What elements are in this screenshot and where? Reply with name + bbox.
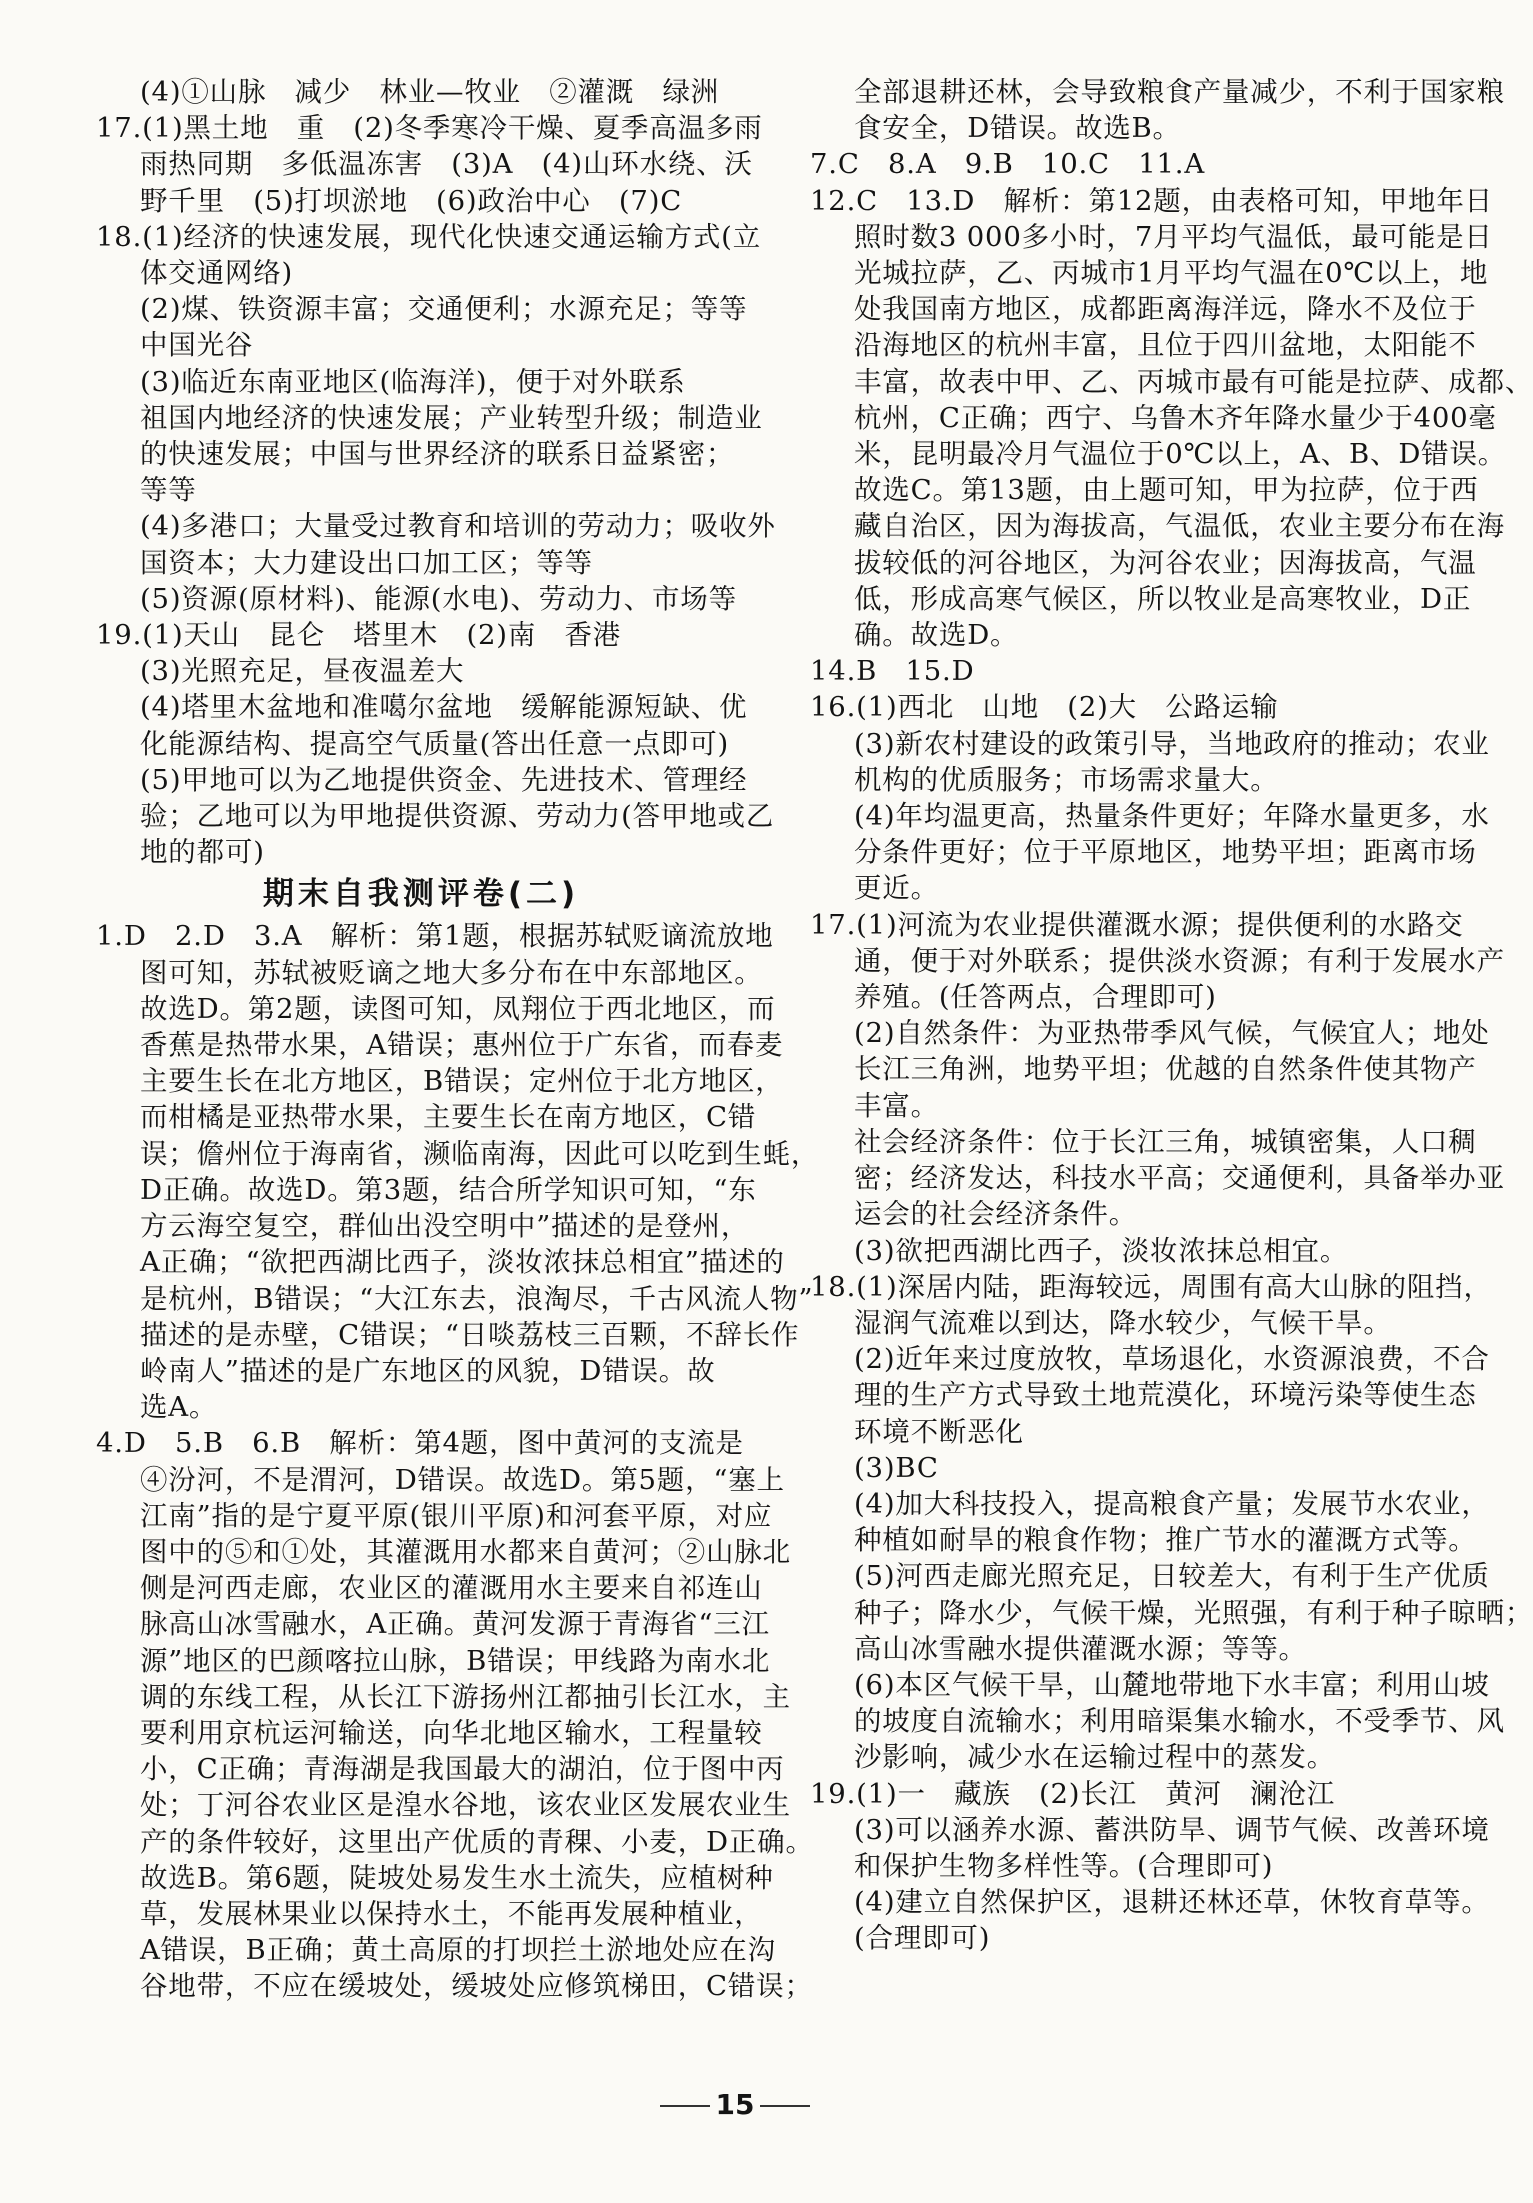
answer-line: 米，昆明最冷月气温位于0℃以上，A、B、D错误。 xyxy=(854,438,1507,471)
answer-line: 19.(1)一 藏族 (2)长江 黄河 澜沧江 xyxy=(810,1777,1336,1810)
answer-line: (3)临近东南亚地区(临海洋)，便于对外联系 xyxy=(140,365,686,398)
answer-line: A正确；“欲把西湖比西子，淡妆浓抹总相宜”描述的 xyxy=(140,1246,785,1279)
answer-line: 和保护生物多样性等。(合理即可) xyxy=(854,1849,1274,1882)
answer-line: 16.(1)西北 山地 (2)大 公路运输 xyxy=(810,691,1279,724)
answer-line: A错误，B正确；黄土高原的打坝拦土淤地处应在沟 xyxy=(140,1934,776,1967)
answer-line: 4.D 5.B 6.B 解析：第4题，图中黄河的支流是 xyxy=(96,1427,744,1460)
answer-line: (3)可以涵养水源、蓄洪防旱、调节气候、改善环境 xyxy=(854,1813,1490,1846)
answer-line: 丰富，故表中甲、乙、丙城市最有可能是拉萨、成都、 xyxy=(854,365,1533,398)
page-number: 15 xyxy=(715,2088,755,2121)
answer-line: 种子；降水少，气候干燥，光照强，有利于种子晾晒； xyxy=(854,1596,1533,1629)
answer-line: 方云海空复空，群仙出没空明中”描述的是登州， xyxy=(140,1210,750,1243)
footer-rule-right xyxy=(760,2105,810,2107)
answer-line: 通，便于对外联系；提供淡水资源；有利于发展水产 xyxy=(854,944,1505,977)
answer-line: 化能源结构、提高空气质量(答出任意一点即可) xyxy=(140,727,730,760)
answer-line: 地的都可) xyxy=(140,836,265,869)
answer-line: 岭南人”描述的是广东地区的风貌，D错误。故 xyxy=(140,1354,716,1387)
answer-line: 全部退耕还林，会导致粮食产量减少，不利于国家粮 xyxy=(854,76,1505,108)
answer-line: (2)自然条件：为亚热带季风气候，气候宜人；地处 xyxy=(854,1017,1490,1050)
answer-line: 主要生长在北方地区，B错误；定州位于北方地区， xyxy=(140,1065,784,1098)
answer-line: 而柑橘是亚热带水果，主要生长在南方地区，C错 xyxy=(140,1101,757,1134)
answer-line: 更近。 xyxy=(854,872,939,905)
answer-line: (4)塔里木盆地和准噶尔盆地 缓解能源短缺、优 xyxy=(140,691,748,724)
answer-line: 的快速发展；中国与世界经济的联系日益紧密； xyxy=(140,438,735,471)
answer-line: 的坡度自流输水；利用暗渠集水输水，不受季节、风 xyxy=(854,1705,1505,1738)
answer-line: 密；经济发达，科技水平高；交通便利，具备举办亚 xyxy=(854,1162,1505,1195)
answer-line: 脉高山冰雪融水，A正确。黄河发源于青海省“三江 xyxy=(140,1608,770,1641)
answer-line: 14.B 15.D xyxy=(810,655,975,688)
answer-line: 种植如耐旱的粮食作物；推广节水的灌溉方式等。 xyxy=(854,1524,1477,1557)
answer-line: 要利用京杭运河输送，向华北地区输水，工程量较 xyxy=(140,1716,763,1749)
answer-line: 沿海地区的杭州丰富，且位于四川盆地，太阳能不 xyxy=(854,329,1477,362)
answer-line: 处我国南方地区，成都距离海洋远，降水不及位于 xyxy=(854,293,1477,326)
answer-line: (5)河西走廊光照充足，日较差大，有利于生产优质 xyxy=(854,1560,1490,1593)
answer-line: 处；丁河谷农业区是湟水谷地，该农业区发展农业生 xyxy=(140,1789,791,1822)
answer-line: 产的条件较好，这里出产优质的青稞、小麦，D正确。 xyxy=(140,1825,814,1858)
answer-line: 12.C 13.D 解析：第12题，由表格可知，甲地年日 xyxy=(810,184,1493,217)
answer-line: 选A。 xyxy=(140,1391,218,1424)
answer-line: 18.(1)深居内陆，距海较远，周围有高大山脉的阻挡， xyxy=(810,1270,1492,1303)
answer-line: 故选C。第13题，由上题可知，甲为拉萨，位于西 xyxy=(854,474,1479,507)
answer-line: (2)近年来过度放牧，草场退化，水资源浪费，不合 xyxy=(854,1343,1490,1376)
answer-line: 小，C正确；青海湖是我国最大的湖泊，位于图中丙 xyxy=(140,1753,785,1786)
answer-line: 雨热同期 多低温冻害 (3)A (4)山环水绕、沃 xyxy=(140,148,753,181)
answer-line: 7.C 8.A 9.B 10.C 11.A xyxy=(810,148,1205,181)
answer-line: (3)光照充足，昼夜温差大 xyxy=(140,655,465,688)
answer-line: 杭州，C正确；西宁、乌鲁木齐年降水量少于400毫 xyxy=(854,401,1497,434)
answer-line: 环境不断恶化 xyxy=(854,1415,1024,1448)
answer-line: 长江三角洲，地势平坦；优越的自然条件使其物产 xyxy=(854,1053,1477,1086)
answer-line: 故选B。第6题，陡坡处易发生水土流失，应植树种 xyxy=(140,1861,774,1894)
answer-line: 草，发展林果业以保持水土，不能再发展种植业， xyxy=(140,1897,763,1930)
answer-line: 中国光谷 xyxy=(140,329,254,362)
answer-line: 高山冰雪融水提供灌溉水源；等等。 xyxy=(854,1632,1307,1665)
answer-line: 调的东线工程，从长江下游扬州江都抽引长江水，主 xyxy=(140,1680,791,1713)
answer-line: 藏自治区，因为海拔高，气温低，农业主要分布在海 xyxy=(854,510,1505,543)
answer-line: 光城拉萨，乙、丙城市1月平均气温在0℃以上，地 xyxy=(854,257,1489,290)
answer-line: 图可知，苏轼被贬谪之地大多分布在中东部地区。 xyxy=(140,956,763,989)
answer-line: 18.(1)经济的快速发展，现代化快速交通运输方式(立 xyxy=(96,220,762,253)
answer-line: (3)BC xyxy=(854,1451,939,1484)
answer-line: 理的生产方式导致土地荒漠化，环境污染等使生态 xyxy=(854,1379,1477,1412)
left-column xyxy=(96,74,820,2005)
answer-line: 食安全，D错误。故选B。 xyxy=(854,112,1181,145)
answer-line: (5)资源(原材料)、能源(水电)、劳动力、市场等 xyxy=(140,582,737,615)
answer-line: (5)甲地可以为乙地提供资金、先进技术、管理经 xyxy=(140,763,748,796)
answer-line: 野千里 (5)打坝淤地 (6)政治中心 (7)C xyxy=(140,184,683,217)
answer-line: 丰富。 xyxy=(854,1089,939,1122)
answer-line: 是杭州，B错误；“大江东去，浪淘尽，千古风流人物” xyxy=(140,1282,814,1315)
answer-line: 图中的⑤和①处，其灌溉用水都来自黄河；②山脉北 xyxy=(140,1535,791,1568)
answer-line: 源”地区的巴颜喀拉山脉，B错误；甲线路为南水北 xyxy=(140,1644,771,1677)
answer-line: 1.D 2.D 3.A 解析：第1题，根据苏轼贬谪流放地 xyxy=(96,920,774,953)
answer-line: 低，形成高寒气候区，所以牧业是高寒牧业，D正 xyxy=(854,582,1472,615)
answer-line: (6)本区气候干旱，山麓地带地下水丰富；利用山坡 xyxy=(854,1668,1490,1701)
answer-line: D正确。故选D。第3题，结合所学知识可知，“东 xyxy=(140,1173,757,1206)
answer-line: 体交通网络) xyxy=(140,257,294,290)
answer-line: (2)煤、铁资源丰富；交通便利；水源充足；等等 xyxy=(140,293,748,326)
answer-line: 社会经济条件：位于长江三角，城镇密集，人口稠 xyxy=(854,1125,1477,1158)
answer-line: 拔较低的河谷地区，为河谷农业；因海拔高，气温 xyxy=(854,546,1477,579)
answer-line: 等等 xyxy=(140,474,197,507)
answer-line: (4)①山脉 减少 林业—牧业 ②灌溉 绿洲 xyxy=(140,76,720,108)
answer-line: 机构的优质服务；市场需求量大。 xyxy=(854,763,1279,796)
answer-line: 误；儋州位于海南省，濒临南海，因此可以吃到生蚝， xyxy=(140,1137,820,1170)
answer-line: 沙影响，减少水在运输过程中的蒸发。 xyxy=(854,1741,1336,1774)
answer-line: (合理即可) xyxy=(854,1922,991,1955)
answer-line: 国资本；大力建设出口加工区；等等 xyxy=(140,546,593,579)
answer-line: 香蕉是热带水果，A错误；惠州位于广东省，而春麦 xyxy=(140,1029,784,1062)
answer-line: 祖国内地经济的快速发展；产业转型升级；制造业 xyxy=(140,401,763,434)
page-footer xyxy=(0,2088,1470,2121)
answer-line: 确。故选D。 xyxy=(854,619,1019,652)
answer-line: (4)建立自然保护区，退耕还林还草，休牧育草等。 xyxy=(854,1886,1490,1919)
answer-line: 养殖。(任答两点，合理即可) xyxy=(854,981,1217,1014)
answer-line: 照时数3 000多小时，7月平均气温低，最可能是日 xyxy=(854,220,1493,253)
answer-line: 19.(1)天山 昆仑 塔里木 (2)南 香港 xyxy=(96,619,622,652)
answer-line: 故选D。第2题，读图可知，凤翔位于西北地区，而 xyxy=(140,992,776,1025)
answer-line: (3)新农村建设的政策引导，当地政府的推动；农业 xyxy=(854,727,1490,760)
answer-line: (4)年均温更高，热量条件更好；年降水量更多，水 xyxy=(854,800,1490,833)
answer-line: ④汾河，不是渭河，D错误。故选D。第5题，“塞上 xyxy=(140,1463,785,1496)
answer-line: 17.(1)河流为农业提供灌溉水源；提供便利的水路交 xyxy=(810,908,1464,941)
answer-line: (3)欲把西湖比西子，淡妆浓抹总相宜。 xyxy=(854,1234,1349,1267)
section-title: 期末自我测评卷(二) xyxy=(262,876,580,913)
answer-line: 运会的社会经济条件。 xyxy=(854,1198,1137,1231)
answer-line: 17.(1)黑土地 重 (2)冬季寒冷干燥、夏季高温多雨 xyxy=(96,112,763,145)
answer-line: 侧是河西走廊，农业区的灌溉用水主要来自祁连山 xyxy=(140,1572,763,1605)
answer-line: 江南”指的是宁夏平原(银川平原)和河套平原，对应 xyxy=(140,1499,773,1532)
answer-line: (4)加大科技投入，提高粮食产量；发展节水农业， xyxy=(854,1487,1490,1520)
answer-line: 分条件更好；位于平原地区，地势平坦；距离市场 xyxy=(854,836,1477,869)
answer-line: (4)多港口；大量受过教育和培训的劳动力；吸收外 xyxy=(140,510,776,543)
answer-line: 描述的是赤壁，C错误；“日啖荔枝三百颗，不辞长作 xyxy=(140,1318,800,1351)
answer-line: 验；乙地可以为甲地提供资源、劳动力(答甲地或乙 xyxy=(140,800,775,833)
right-column xyxy=(810,74,1533,1957)
answer-line: 谷地带，不应在缓坡处，缓坡处应修筑梯田，C错误； xyxy=(140,1970,813,2003)
answer-line: 湿润气流难以到达，降水较少，气候干旱。 xyxy=(854,1306,1392,1339)
footer-rule-left xyxy=(660,2105,710,2107)
